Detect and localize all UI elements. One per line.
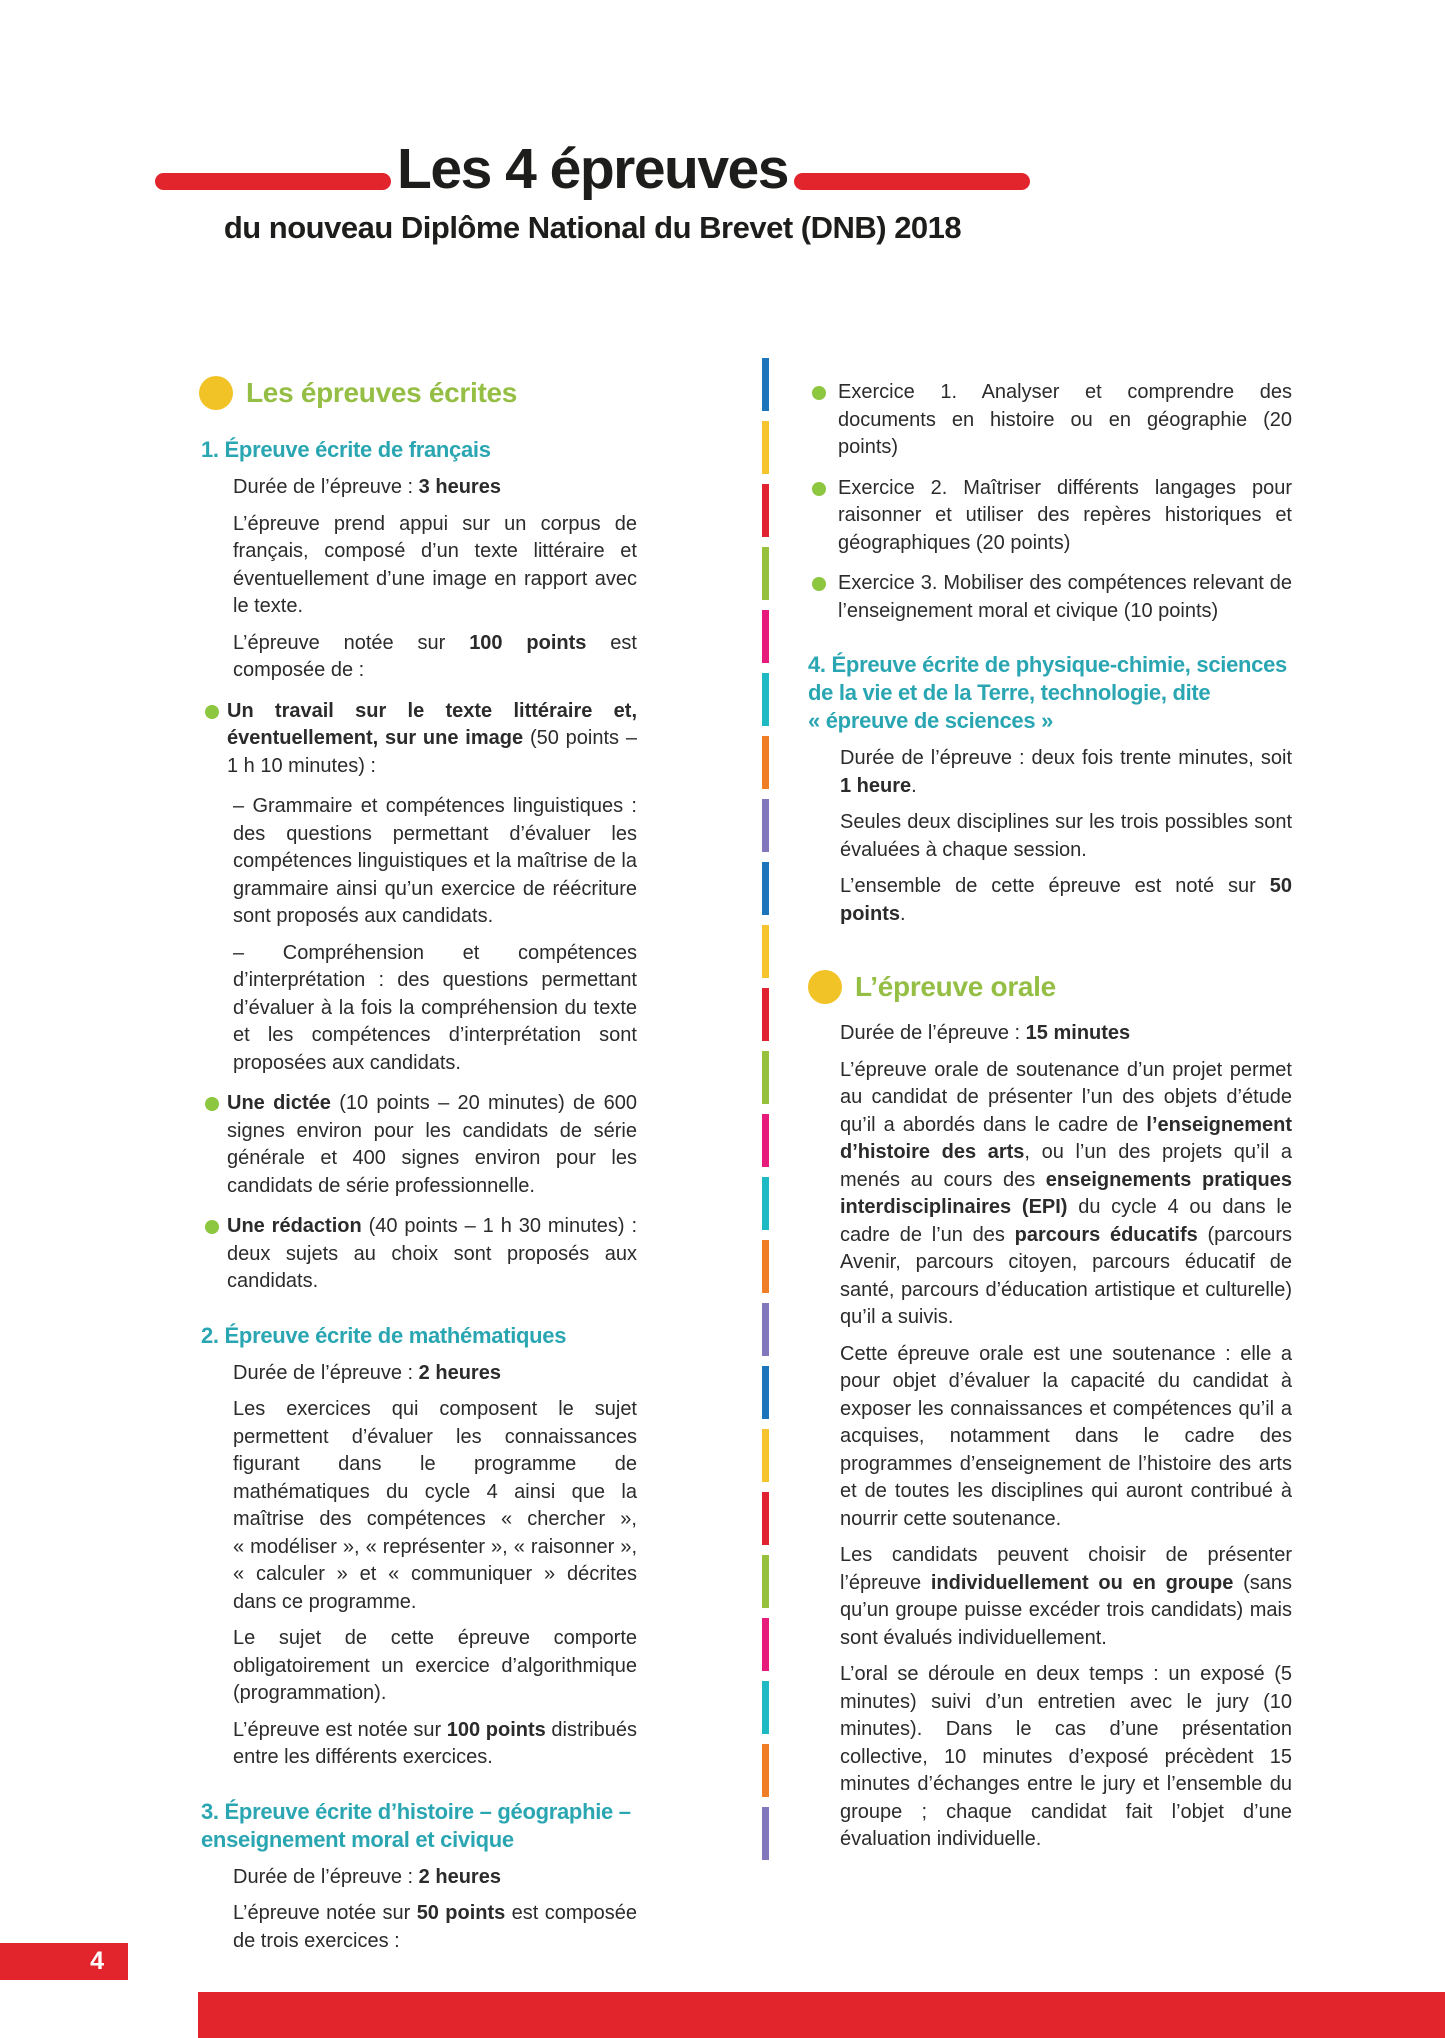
paragraph — [155, 474, 637, 502]
divider-segment — [762, 1492, 769, 1545]
subsection-heading-text: 4. Épreuve écrite de physique-chimie, sciences de la vie et de la Terre, technologie, dite « épreuve de sciences » — [808, 652, 1287, 733]
section-heading-label: Les épreuves écrites — [246, 377, 518, 409]
page-number-badge — [0, 1943, 128, 1980]
section-heading — [808, 970, 1292, 1004]
subsection-heading — [155, 1798, 637, 1854]
section-bullet-icon — [808, 970, 842, 1004]
paragraph — [808, 1020, 1292, 1048]
paragraph-text: Durée de l’épreuve : 2 heures — [233, 1361, 501, 1384]
list-bullet-icon — [205, 1220, 219, 1234]
divider-segment — [762, 547, 769, 600]
paragraph-text: – Grammaire et compétences linguistiques : des questions permettant d’évaluer les compétences linguistiques et la maîtrise de la grammaire ainsi qu’un exercice de réécriture sont proposés aux candidats. — [233, 795, 637, 927]
subsection-heading — [155, 1322, 637, 1350]
divider-segment — [762, 484, 769, 537]
title-rule-left — [155, 173, 391, 190]
bullet-item — [808, 570, 1292, 625]
divider-segment — [762, 1366, 769, 1419]
divider-segment — [762, 1618, 769, 1671]
divider-segment — [762, 1681, 769, 1734]
list-bullet-icon — [812, 386, 826, 400]
paragraph-text: Durée de l’épreuve : 15 minutes — [840, 1022, 1131, 1044]
list-bullet-icon — [812, 482, 826, 496]
page-header — [155, 137, 1030, 246]
divider-segment — [762, 1114, 769, 1167]
paragraph-text: Durée de l’épreuve : deux fois trente minutes, soit 1 heure. — [840, 747, 1292, 797]
title-rule-right — [794, 173, 1030, 190]
paragraph-text: Durée de l’épreuve : 2 heures — [233, 1865, 501, 1888]
bullet-item — [808, 475, 1292, 558]
divider-segment — [762, 799, 769, 852]
list-bullet-icon — [205, 1097, 219, 1111]
paragraph-text: L’épreuve notée sur 50 points est composée de trois exercices : — [233, 1902, 637, 1952]
right-column — [808, 366, 1292, 1863]
divider-segment — [762, 1303, 769, 1356]
paragraph-text: Les exercices qui composent le sujet permettent d’évaluer les connaissances figurant dans le programme de mathématiques du cycle 4 ainsi que la maîtrise des compétences « chercher », « modéliser », « représenter », « raisonner », « calculer » et « communiquer » décrites dans ce programme. — [233, 1398, 637, 1613]
subsection-heading-text: 1. Épreuve écrite de français — [201, 437, 491, 462]
bullet-item — [155, 698, 637, 781]
paragraph-text: Une dictée (10 points – 20 minutes) de 600 signes environ pour les candidats de série générale et 400 signes environ pour les candidats de série professionnelle. — [227, 1092, 637, 1197]
paragraph — [155, 630, 637, 685]
subsection-heading-text: 3. Épreuve écrite d’histoire – géographie – enseignement moral et civique — [201, 1798, 631, 1852]
sub-paragraph — [155, 940, 637, 1078]
paragraph-text: Les candidats peuvent choisir de présenter l’épreuve individuellement ou en groupe (sans qu’un groupe puisse excéder trois candidats) mais sont évalués individuellement. — [840, 1544, 1292, 1649]
left-column — [155, 366, 637, 1964]
divider-segment — [762, 1051, 769, 1104]
paragraph-text: Cette épreuve orale est une soutenance : elle a pour objet d’évaluer la capacité du candidat à exposer les connaissances et compétences qu’il a acquises, notamment dans le cadre des programmes d’enseignement de l’histoire des arts et de toutes les disciplines qui auront contribué à nourrir cette soutenance. — [840, 1342, 1292, 1530]
divider-segment — [762, 988, 769, 1041]
paragraph-text: Une rédaction (40 points – 1 h 30 minutes) : deux sujets au choix sont proposés aux candidats. — [227, 1215, 638, 1292]
paragraph-text: Exercice 3. Mobiliser des compétences relevant de l’enseignement moral et civique (10 points) — [838, 572, 1292, 622]
section-heading — [155, 376, 637, 410]
paragraph — [155, 511, 637, 621]
divider-segment — [762, 610, 769, 663]
paragraph-text: Exercice 1. Analyser et comprendre des documents en histoire ou en géographie (20 points) — [838, 381, 1292, 458]
subsection-heading-text: 2. Épreuve écrite de mathématiques — [201, 1322, 567, 1348]
divider-segment — [762, 1429, 769, 1482]
divider-segment — [762, 1744, 769, 1797]
divider-segment — [762, 1177, 769, 1230]
paragraph — [808, 873, 1292, 928]
paragraph — [155, 1396, 637, 1616]
sub-paragraph — [155, 793, 637, 931]
paragraph-text: Le sujet de cette épreuve comporte obligatoirement un exercice d’algorithmique (programmation). — [233, 1627, 637, 1704]
paragraph — [808, 809, 1292, 864]
divider-segment — [762, 358, 769, 411]
paragraph-text: Seules deux disciplines sur les trois possibles sont évaluées à chaque session. — [840, 811, 1292, 861]
paragraph — [808, 1057, 1292, 1332]
divider-segment — [762, 862, 769, 915]
page-title: Les 4 épreuves — [397, 137, 788, 201]
paragraph — [808, 1542, 1292, 1652]
paragraph — [155, 1360, 637, 1388]
paragraph-text: L’ensemble de cette épreuve est noté sur 50 points. — [840, 875, 1292, 925]
bullet-item — [808, 379, 1292, 462]
paragraph — [155, 1900, 637, 1955]
paragraph-text: L’épreuve orale de soutenance d’un projet permet au candidat de présenter l’un des objets d’étude qu’il a abordés dans le cadre de l’enseignement d’histoire des arts, ou l’un des projets qu’il a menés au cours des enseignements pratiques interdisciplinaires (EPI) du cycle 4 ou dans le cadre de l’un des parcours éducatifs (parcours Avenir, parcours citoyen, parcours éducatif de santé, parcours d’éducation artistique et culturelle) qu’il a suivis. — [840, 1058, 1293, 1328]
subsection-heading — [808, 651, 1292, 735]
column-divider — [762, 358, 769, 1860]
section-bullet-icon — [199, 376, 233, 410]
paragraph — [155, 1864, 637, 1892]
bullet-item — [155, 1213, 637, 1296]
paragraph-text: L’oral se déroule en deux temps : un exposé (5 minutes) suivi d’un entretien avec le jury (10 minutes). Dans le cas d’une présentation collective, 10 minutes d’exposé précèdent 15 minutes d’échanges entre le jury et l’ensemble du groupe ; chaque candidat fait l’objet d’une évaluation individuelle. — [840, 1663, 1292, 1850]
divider-segment — [762, 1555, 769, 1608]
list-bullet-icon — [812, 577, 826, 591]
bullet-item — [155, 1090, 637, 1200]
paragraph-text: Un travail sur le texte littéraire et, éventuellement, sur une image (50 points – 1 h 10 minutes) : — [227, 699, 637, 777]
paragraph — [155, 1625, 637, 1708]
paragraph — [808, 745, 1292, 800]
page-subtitle: du nouveau Diplôme National du Brevet (DNB) 2018 — [223, 210, 962, 246]
list-bullet-icon — [205, 705, 219, 719]
divider-segment — [762, 1240, 769, 1293]
divider-segment — [762, 925, 769, 978]
paragraph-text: – Compréhension et compétences d’interprétation : des questions permettant d’évaluer à la fois la compréhension du texte et les compétences d’interprétation sont proposées aux candidats. — [233, 941, 637, 1074]
paragraph-text: L’épreuve notée sur 100 points est composée de : — [233, 631, 637, 681]
divider-segment — [762, 421, 769, 474]
paragraph-text: L’épreuve prend appui sur un corpus de français, composé d’un texte littéraire et éventuellement d’une image en rapport avec le texte. — [233, 512, 637, 617]
divider-segment — [762, 1807, 769, 1860]
paragraph-text: Exercice 2. Maîtriser différents langages pour raisonner et utiliser des repères historiques et géographiques (20 points) — [838, 476, 1292, 554]
paragraph-text: L’épreuve est notée sur 100 points distribués entre les différents exercices. — [233, 1718, 638, 1768]
page-number: 4 — [90, 1947, 104, 1975]
paragraph — [155, 1717, 637, 1772]
footer-bar — [198, 1992, 1445, 2038]
title-row — [155, 137, 1030, 201]
paragraph-text: Durée de l’épreuve : 3 heures — [233, 476, 501, 498]
divider-segment — [762, 736, 769, 789]
paragraph — [808, 1341, 1292, 1534]
subsection-heading — [155, 436, 637, 464]
section-heading-label: L’épreuve orale — [855, 971, 1056, 1003]
paragraph — [808, 1661, 1292, 1854]
divider-segment — [762, 673, 769, 726]
